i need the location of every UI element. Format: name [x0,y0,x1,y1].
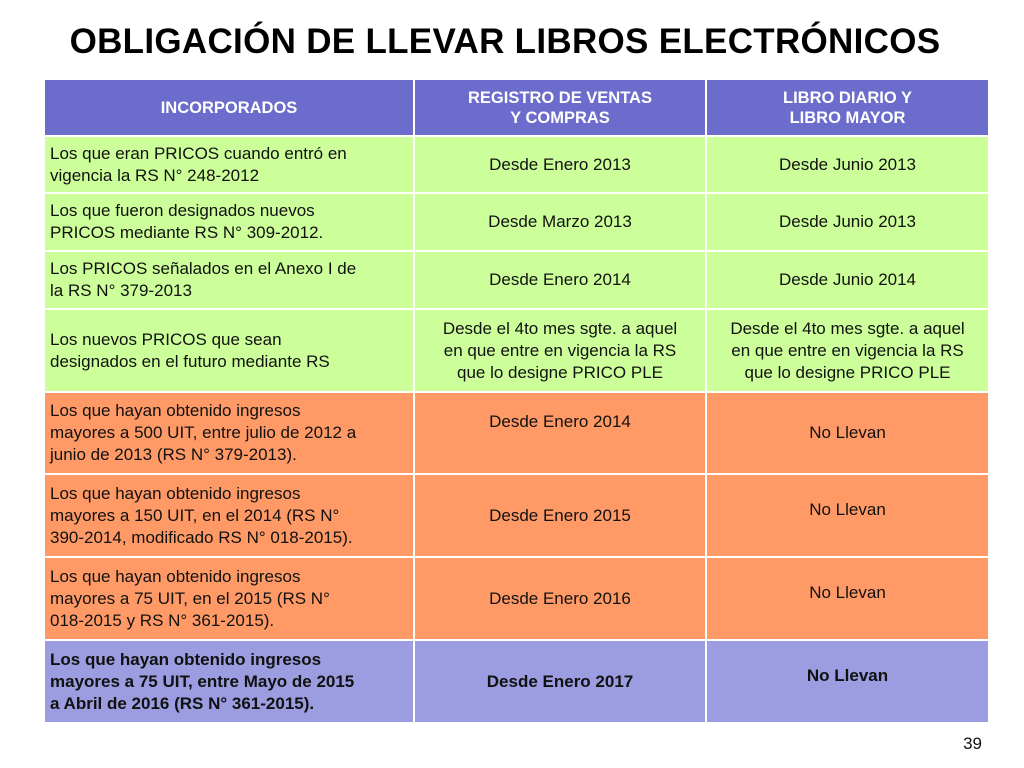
table-row [44,193,989,251]
row-6-incorporados: Los que hayan obtenido ingresos mayores a 150 UIT, en el 2014 (RS N° 390-2014, modificado RS N° 018-2015). [44,474,414,557]
table-row [44,392,989,474]
row-5-incorporados: Los que hayan obtenido ingresos mayores a 500 UIT, entre julio de 2012 a junio de 2013 (RS N° 379-2013). [44,392,414,474]
table-row [44,136,989,193]
row-3-registro: Desde Enero 2014 [414,251,706,309]
table-row [44,251,989,309]
table-row [44,640,989,723]
row-4-libro-diario: Desde el 4to mes sgte. a aquel en que entre en vigencia la RS que lo designe PRICO PLE [706,309,989,392]
table-header-row [44,79,989,136]
row-2-registro: Desde Marzo 2013 [414,193,706,251]
table-row [44,474,989,557]
row-1-libro-diario: Desde Junio 2013 [706,136,989,193]
row-6-registro: Desde Enero 2015 [414,474,706,557]
row-1-incorporados: Los que eran PRICOS cuando entró en vigencia la RS N° 248-2012 [44,136,414,193]
header-registro-ventas-compras: REGISTRO DE VENTAS Y COMPRAS [414,79,706,136]
row-8-incorporados: Los que hayan obtenido ingresos mayores a 75 UIT, entre Mayo de 2015 a Abril de 2016 (RS N° 361-2015). [44,640,414,723]
row-5-registro: Desde Enero 2014 [414,392,706,474]
libros-table [43,78,990,724]
row-4-registro: Desde el 4to mes sgte. a aquel en que entre en vigencia la RS que lo designe PRICO PLE [414,309,706,392]
row-8-libro-diario: No Llevan [706,640,989,723]
slide-title: OBLIGACIÓN DE LLEVAR LIBROS ELECTRÓNICOS [69,22,941,61]
page-number: 39 [963,734,982,753]
row-3-libro-diario: Desde Junio 2014 [706,251,989,309]
row-6-libro-diario: No Llevan [706,474,989,557]
header-libro-diario-mayor: LIBRO DIARIO Y LIBRO MAYOR [706,79,989,136]
row-5-libro-diario: No Llevan [706,392,989,474]
table-row [44,557,989,640]
row-2-incorporados: Los que fueron designados nuevos PRICOS mediante RS N° 309-2012. [44,193,414,251]
row-4-incorporados: Los nuevos PRICOS que sean designados en el futuro mediante RS [44,309,414,392]
table-row [44,309,989,392]
row-2-libro-diario: Desde Junio 2013 [706,193,989,251]
row-8-registro: Desde Enero 2017 [414,640,706,723]
row-7-registro: Desde Enero 2016 [414,557,706,640]
row-7-incorporados: Los que hayan obtenido ingresos mayores a 75 UIT, en el 2015 (RS N° 018-2015 y RS N° 361-2015). [44,557,414,640]
row-3-incorporados: Los PRICOS señalados en el Anexo I de la RS N° 379-2013 [44,251,414,309]
row-1-registro: Desde Enero 2013 [414,136,706,193]
row-7-libro-diario: No Llevan [706,557,989,640]
header-incorporados: INCORPORADOS [44,79,414,136]
